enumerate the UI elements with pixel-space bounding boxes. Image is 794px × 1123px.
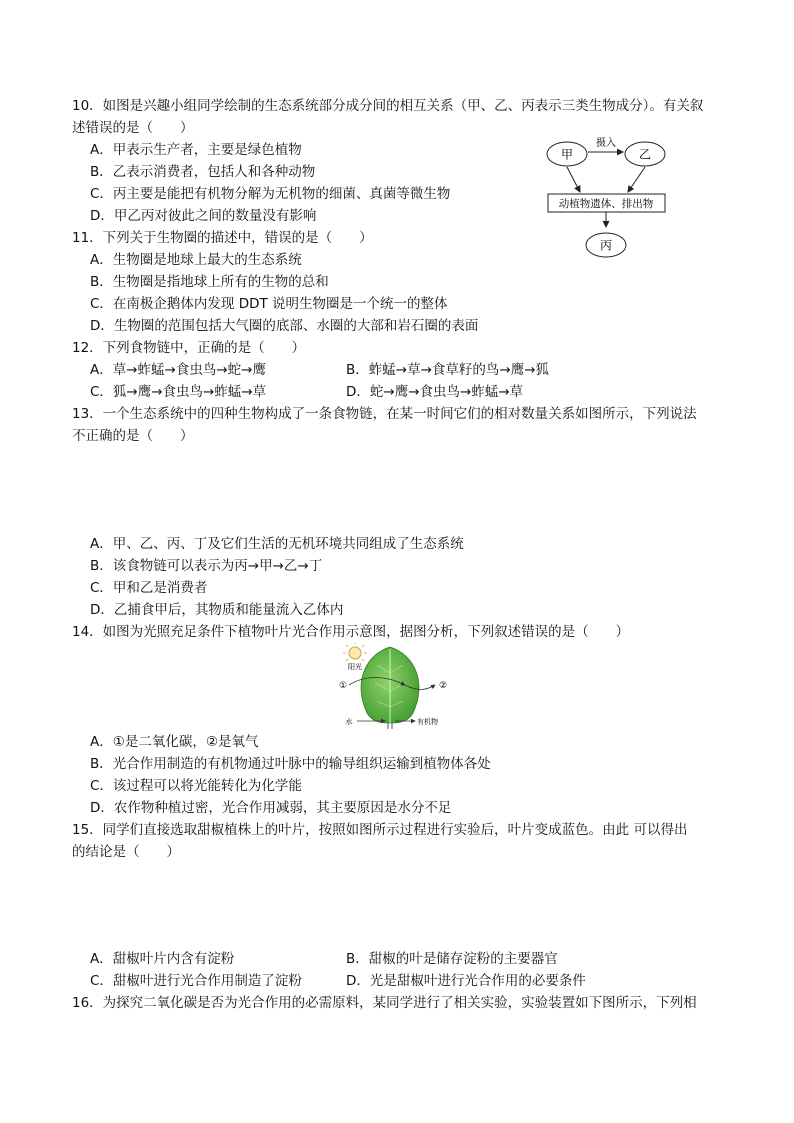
q15-option-a: A．甜椒叶片内含有淀粉: [90, 951, 235, 967]
yi-to-box-arrow: [628, 167, 645, 192]
q13-option-d: D．乙捕食甲后，其物质和能量流入乙体内: [90, 602, 344, 618]
jia-to-box-arrow: [567, 167, 580, 192]
node-jia-label: 甲: [560, 147, 574, 162]
q11-option-d: D．生物圈的范围包括大气圈的底部、水圈的大部和岩石圈的表面: [90, 318, 479, 334]
label-2: ②: [439, 681, 448, 691]
q10-option-c: C．丙主要是能把有机物分解为无机物的细菌、真菌等微生物: [90, 186, 451, 202]
water-label: 水: [345, 718, 353, 726]
q15-option-c: C．甜椒叶进行光合作用制造了淀粉: [90, 973, 302, 989]
q11-stem: 11．下列关于生物圈的描述中，错误的是（ ）: [72, 230, 373, 246]
node-yi-label: 乙: [638, 147, 652, 162]
q13-option-b: B．该食物链可以表示为丙→甲→乙→丁: [90, 558, 323, 574]
q15-stem-line1: 15．同学们直接选取甜椒植株上的叶片，按照如图所示过程进行实验后，叶片变成蓝色。由此 可以得出: [72, 822, 688, 838]
q13-stem-line1: 13．一个生态系统中的四种生物构成了一条食物链，在某一时间它们的相对数量关系如图所示，下列说法: [72, 406, 697, 422]
q15-stem-line2: 的结论是（ ）: [72, 844, 180, 860]
q13-option-c: C．甲和乙是消费者: [90, 580, 208, 596]
q12-stem: 12．下列食物链中，正确的是（ ）: [72, 340, 306, 356]
q14-option-d: D．农作物种植过密，光合作用减弱，其主要原因是水分不足: [90, 800, 452, 816]
q15-option-b: B．甜椒的叶是储存淀粉的主要器官: [346, 951, 558, 967]
q10-option-d: D．甲乙丙对彼此之间的数量没有影响: [90, 208, 317, 224]
leaf-photosynthesis-figure: [335, 643, 475, 729]
q11-option-c: C．在南极企鹅体内发现 DDT 说明生物圈是一个统一的整体: [90, 296, 448, 312]
q10-option-b: B．乙表示消费者，包括人和各种动物: [90, 164, 316, 180]
label-1: ①: [338, 681, 348, 691]
q11-option-a: A．生物圈是地球上最大的生态系统: [90, 252, 302, 268]
ingest-label: 摄入: [596, 138, 616, 149]
sun-icon: [343, 643, 367, 661]
q15-option-d: D．光是甜椒叶进行光合作用的必要条件: [346, 973, 586, 989]
q14-option-c: C．该过程可以将光能转化为化学能: [90, 778, 302, 794]
q13-option-a: A．甲、乙、丙、丁及它们生活的无机环境共同组成了生态系统: [90, 536, 464, 552]
q12-option-c: C．狐→鹰→食虫鸟→蚱蜢→草: [90, 384, 267, 400]
q10-stem-line1: 10．如图是兴趣小组同学绘制的生态系统部分成分间的相互关系（甲、乙、丙表示三类生物成分）。有关叙: [72, 98, 704, 114]
q10-option-a: A．甲表示生产者，主要是绿色植物: [90, 142, 302, 158]
sunlight-label: 阳光: [348, 663, 362, 671]
q12-option-d: D．蛇→鹰→食虫鸟→蚱蜢→草: [346, 384, 524, 400]
remains-box-label: 动植物遗体、排出物: [558, 198, 654, 210]
q14-stem: 14．如图为光照充足条件下植物叶片光合作用示意图，据图分析，下列叙述错误的是（ ）: [72, 624, 630, 640]
q11-option-b: B．生物圈是指地球上所有的生物的总和: [90, 274, 329, 290]
organic-label: 有机物: [417, 718, 438, 726]
q10-stem-line2: 述错误的是（ ）: [72, 120, 194, 136]
q12-option-a: A．草→蚱蜢→食虫鸟→蛇→鹰: [90, 362, 266, 378]
ecosystem-diagram: [540, 132, 675, 262]
q16-stem: 16．为探究二氧化碳是否为光合作用的必需原料，某同学进行了相关实验，实验装置如下图所示，下列相: [72, 995, 697, 1011]
q14-option-a: A．①是二氧化碳，②是氧气: [90, 734, 259, 750]
q14-option-b: B．光合作用制造的有机物通过叶脉中的输导组织运输到植物体各处: [90, 756, 491, 772]
node-bing-label: 丙: [599, 238, 613, 253]
q13-stem-line2: 不正确的是（ ）: [72, 428, 194, 444]
q12-option-b: B．蚱蜢→草→食草籽的鸟→鹰→狐: [346, 362, 550, 378]
